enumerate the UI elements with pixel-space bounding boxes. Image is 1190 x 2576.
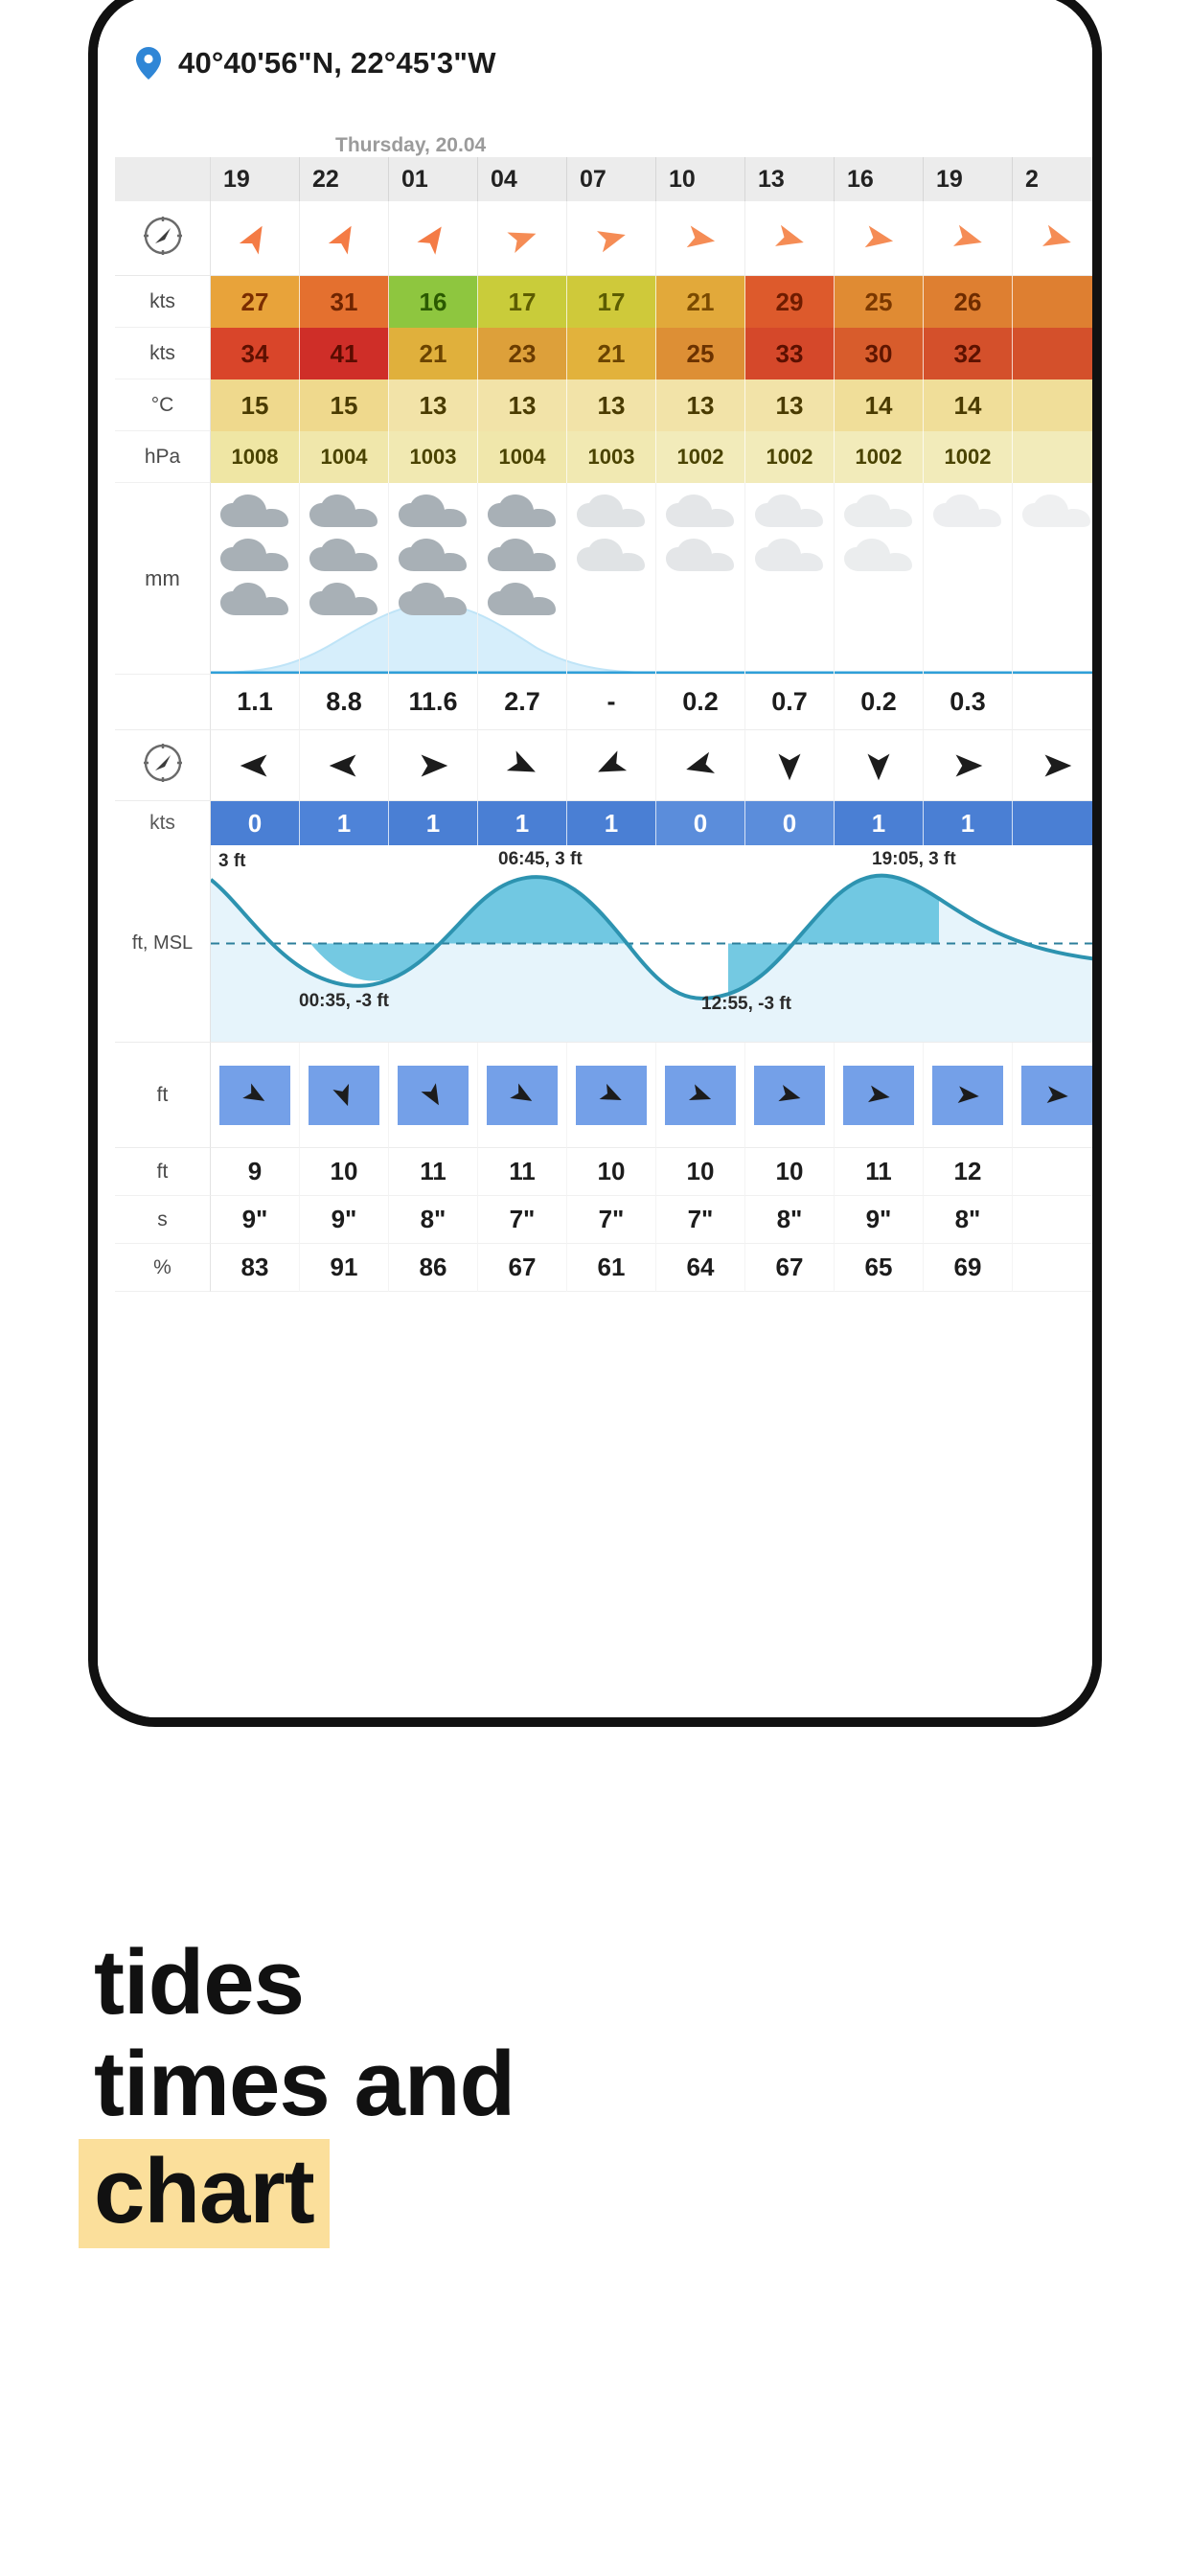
- wave-height-cell: [1013, 1148, 1092, 1196]
- wave-direction-cell: [478, 1043, 567, 1148]
- wave-direction-cell: [835, 1043, 924, 1148]
- wind-direction-arrow-icon: [924, 201, 1013, 276]
- wind-speed-cell: 17: [478, 276, 567, 328]
- hour-cell[interactable]: 16: [835, 157, 924, 201]
- wind-gust-cell: 25: [656, 328, 745, 380]
- temperature-cell: 13: [567, 380, 656, 431]
- temperature-cell: 13: [745, 380, 835, 431]
- current-speed-cell: 0: [745, 801, 835, 845]
- wave-height-cell: 11: [835, 1148, 924, 1196]
- precipitation-value-cell: 0.2: [835, 675, 924, 730]
- wave-period-cell: 7": [656, 1196, 745, 1244]
- forecast-table: [115, 119, 1092, 1292]
- wave-period-cell: 8": [745, 1196, 835, 1244]
- current-speed-cell: 1: [567, 801, 656, 845]
- pressure-cell: 1003: [389, 431, 478, 483]
- humidity-cell: 67: [745, 1244, 835, 1292]
- precipitation-value-cell: 1.1: [211, 675, 300, 730]
- wave-period-cell: 7": [567, 1196, 656, 1244]
- wave-direction-arrow-icon: [665, 1066, 736, 1125]
- wind-direction-arrow-icon: [745, 201, 835, 276]
- compass-icon: [141, 741, 185, 791]
- current-direction-arrow-icon: [389, 730, 478, 801]
- current-direction-label: [115, 730, 211, 801]
- location-bar[interactable]: [136, 46, 496, 80]
- precipitation-value-cell: 0.2: [656, 675, 745, 730]
- tide-chart-row: [115, 845, 1092, 1043]
- current-speed-cell: 0: [656, 801, 745, 845]
- temperature-cell: 13: [478, 380, 567, 431]
- wave-direction-cell: [300, 1043, 389, 1148]
- current-speed-cell: 1: [300, 801, 389, 845]
- wave-period-cell: [1013, 1196, 1092, 1244]
- pressure-cell: 1002: [924, 431, 1013, 483]
- wind-gust-cell: 33: [745, 328, 835, 380]
- wave-direction-arrow-icon: [754, 1066, 825, 1125]
- wind-speed-cell: 27: [211, 276, 300, 328]
- wind-gust-cell: 32: [924, 328, 1013, 380]
- precipitation-value-cell: -: [567, 675, 656, 730]
- precipitation-value-cell: 0.3: [924, 675, 1013, 730]
- wind-speed-cell: [1013, 276, 1092, 328]
- wind-speed-cell: 31: [300, 276, 389, 328]
- pressure-cell: 1003: [567, 431, 656, 483]
- hour-cell[interactable]: 19: [924, 157, 1013, 201]
- wave-height-label: ft: [115, 1148, 211, 1196]
- cloud-cell: [656, 483, 745, 675]
- wind-gust-cell: 23: [478, 328, 567, 380]
- precipitation-label: mm: [115, 483, 211, 675]
- current-direction-arrow-icon: [211, 730, 300, 801]
- temperature-cell: 13: [389, 380, 478, 431]
- humidity-cell: 91: [300, 1244, 389, 1292]
- tide-annotation: 3 ft: [218, 851, 246, 871]
- wind-direction-arrow-icon: [211, 201, 300, 276]
- pressure-cell: 1002: [656, 431, 745, 483]
- current-direction-arrow-icon: [924, 730, 1013, 801]
- wave-height-cell: 10: [567, 1148, 656, 1196]
- wave-height-cell: 11: [389, 1148, 478, 1196]
- current-direction-row: [115, 730, 1092, 801]
- cloud-cell: [389, 483, 478, 675]
- wave-period-cell: 8": [924, 1196, 1013, 1244]
- humidity-label: %: [115, 1244, 211, 1292]
- wave-direction-arrow-icon: [932, 1066, 1003, 1125]
- current-direction-arrow-icon: [656, 730, 745, 801]
- wave-period-cell: 7": [478, 1196, 567, 1244]
- precipitation-value-cell: 0.7: [745, 675, 835, 730]
- precipitation-row: [115, 483, 1092, 675]
- pressure-label: hPa: [115, 431, 211, 483]
- wave-height-cell: 12: [924, 1148, 1013, 1196]
- current-speed-cell: 1: [835, 801, 924, 845]
- wave-direction-arrow-icon: [576, 1066, 647, 1125]
- tide-chart[interactable]: [211, 845, 1092, 1043]
- hour-cell[interactable]: 19: [211, 157, 300, 201]
- wind-direction-label: [115, 201, 211, 276]
- pressure-row: [115, 431, 1092, 483]
- wave-period-cell: 9": [300, 1196, 389, 1244]
- wind-direction-arrow-icon: [389, 201, 478, 276]
- hour-cell[interactable]: 10: [656, 157, 745, 201]
- tide-annotation: 06:45, 3 ft: [498, 849, 583, 869]
- wind-gust-cell: 30: [835, 328, 924, 380]
- cloud-cell: [211, 483, 300, 675]
- pressure-cell: 1002: [835, 431, 924, 483]
- phone-screen: [98, 0, 1092, 1717]
- phone-frame: [88, 0, 1102, 1727]
- precipitation-value-cell: 2.7: [478, 675, 567, 730]
- humidity-row: [115, 1244, 1092, 1292]
- day-strip: [115, 119, 1092, 157]
- cloud-cell: [745, 483, 835, 675]
- wind-direction-arrow-icon: [567, 201, 656, 276]
- hours-row-label: [115, 157, 211, 201]
- wind-gust-cell: 41: [300, 328, 389, 380]
- current-direction-arrow-icon: [478, 730, 567, 801]
- map-pin-icon: [136, 47, 161, 80]
- hour-cell[interactable]: 01: [389, 157, 478, 201]
- current-direction-arrow-icon: [835, 730, 924, 801]
- wave-height-cell: 10: [745, 1148, 835, 1196]
- tide-annotation: 00:35, -3 ft: [299, 991, 389, 1011]
- tide-annotation: 12:55, -3 ft: [701, 994, 791, 1014]
- precipitation-value-cell: 11.6: [389, 675, 478, 730]
- temperature-cell: 13: [656, 380, 745, 431]
- tide-annotation: 19:05, 3 ft: [872, 849, 956, 869]
- wind-gust-cell: [1013, 328, 1092, 380]
- cloud-cell: [835, 483, 924, 675]
- wave-direction-cell: [924, 1043, 1013, 1148]
- wave-period-cell: 9": [835, 1196, 924, 1244]
- cloud-cell: [478, 483, 567, 675]
- cloud-cell: [567, 483, 656, 675]
- hour-cell[interactable]: 22: [300, 157, 389, 201]
- temperature-row: [115, 380, 1092, 431]
- humidity-cell: 86: [389, 1244, 478, 1292]
- day-label: Thursday, 20.04: [335, 134, 487, 156]
- current-speed-cell: 1: [924, 801, 1013, 845]
- wind-speed-label: kts: [115, 276, 211, 328]
- wind-gust-label: kts: [115, 328, 211, 380]
- wave-direction-arrow-icon: [843, 1066, 914, 1125]
- caption-line-2: times and: [94, 2032, 515, 2135]
- wave-period-label: s: [115, 1196, 211, 1244]
- wind-direction-arrow-icon: [835, 201, 924, 276]
- humidity-cell: 83: [211, 1244, 300, 1292]
- humidity-cell: 61: [567, 1244, 656, 1292]
- caption-line-1: tides: [94, 1931, 305, 2034]
- wave-height-cell: 10: [300, 1148, 389, 1196]
- pressure-cell: [1013, 431, 1092, 483]
- wave-height-cell: 11: [478, 1148, 567, 1196]
- humidity-cell: 69: [924, 1244, 1013, 1292]
- wind-speed-cell: 17: [567, 276, 656, 328]
- wave-direction-cell: [389, 1043, 478, 1148]
- tide-axis-label: ft, MSL: [115, 845, 211, 1043]
- humidity-cell: 64: [656, 1244, 745, 1292]
- wave-period-cell: 9": [211, 1196, 300, 1244]
- hour-cell[interactable]: 13: [745, 157, 835, 201]
- wave-height-cell: 10: [656, 1148, 745, 1196]
- wind-direction-arrow-icon: [300, 201, 389, 276]
- wave-direction-row: [115, 1043, 1092, 1148]
- wave-direction-arrow-icon: [219, 1066, 290, 1125]
- compass-icon: [141, 214, 185, 264]
- wave-direction-arrow-icon: [309, 1066, 379, 1125]
- temperature-label: °C: [115, 380, 211, 431]
- hour-cell[interactable]: 2: [1013, 157, 1092, 201]
- temperature-cell: 14: [924, 380, 1013, 431]
- current-speed-cell: 0: [211, 801, 300, 845]
- current-speed-cell: 1: [389, 801, 478, 845]
- wind-speed-cell: 16: [389, 276, 478, 328]
- precipitation-values-row: [115, 675, 1092, 730]
- precipitation-values-label: [115, 675, 211, 730]
- wind-speed-cell: 21: [656, 276, 745, 328]
- wave-height-row: [115, 1148, 1092, 1196]
- temperature-cell: [1013, 380, 1092, 431]
- pressure-cell: 1004: [300, 431, 389, 483]
- precipitation-value-cell: [1013, 675, 1092, 730]
- wind-direction-arrow-icon: [1013, 201, 1092, 276]
- wave-height-cell: 9: [211, 1148, 300, 1196]
- wave-direction-cell: [745, 1043, 835, 1148]
- wave-direction-cell: [567, 1043, 656, 1148]
- wind-speed-row: [115, 276, 1092, 328]
- wind-gust-row: [115, 328, 1092, 380]
- wind-direction-arrow-icon: [656, 201, 745, 276]
- current-direction-arrow-icon: [1013, 730, 1092, 801]
- current-speed-cell: 1: [478, 801, 567, 845]
- cloud-cell: [300, 483, 389, 675]
- wind-gust-cell: 21: [389, 328, 478, 380]
- wind-speed-cell: 26: [924, 276, 1013, 328]
- wind-direction-row: [115, 201, 1092, 276]
- current-speed-row: [115, 801, 1092, 845]
- wave-direction-arrow-icon: [1021, 1066, 1092, 1125]
- current-speed-label: kts: [115, 801, 211, 845]
- pressure-cell: 1008: [211, 431, 300, 483]
- humidity-cell: [1013, 1244, 1092, 1292]
- wind-speed-cell: 25: [835, 276, 924, 328]
- wind-gust-cell: 34: [211, 328, 300, 380]
- pressure-cell: 1004: [478, 431, 567, 483]
- temperature-cell: 14: [835, 380, 924, 431]
- wind-direction-arrow-icon: [478, 201, 567, 276]
- hours-header-row: [115, 157, 1092, 201]
- location-coordinates: 40°40'56"N, 22°45'3"W: [178, 46, 496, 80]
- wave-direction-cell: [211, 1043, 300, 1148]
- current-direction-arrow-icon: [567, 730, 656, 801]
- hour-cell[interactable]: 04: [478, 157, 567, 201]
- current-direction-arrow-icon: [745, 730, 835, 801]
- precipitation-value-cell: 8.8: [300, 675, 389, 730]
- current-direction-arrow-icon: [300, 730, 389, 801]
- humidity-cell: 67: [478, 1244, 567, 1292]
- temperature-cell: 15: [211, 380, 300, 431]
- caption-line-3: chart: [79, 2139, 330, 2248]
- pressure-cell: 1002: [745, 431, 835, 483]
- wind-gust-cell: 21: [567, 328, 656, 380]
- wave-period-cell: 8": [389, 1196, 478, 1244]
- wind-speed-cell: 29: [745, 276, 835, 328]
- caption-block: [94, 1931, 515, 2256]
- wave-period-row: [115, 1196, 1092, 1244]
- cloud-cell: [1013, 483, 1092, 675]
- wave-direction-arrow-icon: [487, 1066, 558, 1125]
- wave-direction-cell: [1013, 1043, 1092, 1148]
- wave-direction-cell: [656, 1043, 745, 1148]
- wave-direction-arrow-icon: [398, 1066, 469, 1125]
- humidity-cell: 65: [835, 1244, 924, 1292]
- cloud-cell: [924, 483, 1013, 675]
- current-speed-cell: [1013, 801, 1092, 845]
- wave-direction-label: ft: [115, 1043, 211, 1148]
- hour-cell[interactable]: 07: [567, 157, 656, 201]
- temperature-cell: 15: [300, 380, 389, 431]
